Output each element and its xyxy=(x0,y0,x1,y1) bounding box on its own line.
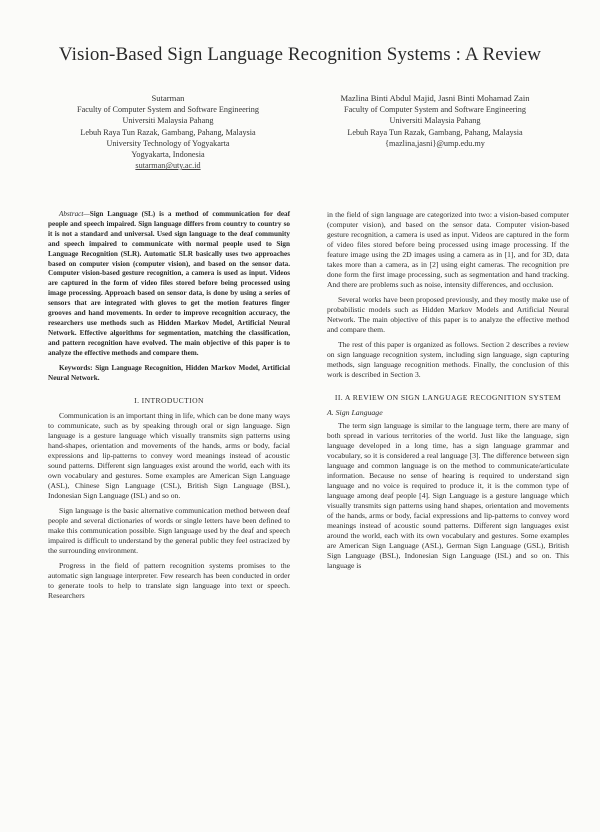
paragraph: Several works have been proposed previously, and they mostly make use of probabilistic models such as Hidden Markov Models and Artificial Neural Network. The main objective of this paper is to analyze the effective method and compare them. xyxy=(327,295,569,334)
paragraph: Communication is an important thing in life, which can be done many ways to communicate, such as by speaking through oral or sign language. Sign language is a gesture language which visually transmits sign patterns using hand-shapes, orientation and movements of the hands, arms or body, facial expressions and lip-patterns to convey word meanings instead of acoustic sound patterns. Different sign languages exist around the world, each with its own vocabulary and gestures. Some examples are American Sign Language (ASL), Chinese Sign Language (CSL), British Sign Language (BSL), Indonesian Sign Language (ISL) and so on. xyxy=(48,411,290,501)
paragraph: in the field of sign language are categorized into two: a vision-based computer (computer vision), and based on the sensor data. Computer vision-based gesture recognition, a camera is used as input. Videos are captured in the form of video files stored before being processed using image processing. If the feature image using the 2D images using a camera as in [1], and for 3D, data takes more than a camera, as in [2] using eight cameras. The recognition pre done form the first image processing, such as segmentation and hand tracking. And there are problems such as noise, intensity differences, and occlusion. xyxy=(327,210,569,289)
left-column xyxy=(48,210,290,601)
keywords xyxy=(48,364,290,384)
paragraph: The rest of this paper is organized as follows. Section 2 describes a review on sign language recognition system, including sign language, sign capturing methods, sign language recognition methods. Finally, the conclusion of this work is described in Section 3. xyxy=(327,340,569,379)
author-block-left xyxy=(38,93,298,171)
abstract-text: Sign Language (SL) is a method of communication for deaf people and speech impaired. Sign language differs from country to country so it is not a standard and universal. Used sign language to the deaf community and speech impaired to communicate with normal people used to Sign Language Recognition (SLR). Automatic SLR basically uses two approaches based on computer vision (computer vision), and based on the sensor data. Computer vision-based gesture recognition, a camera is used as input. Videos are captured in the form of video files stored before being processed using image processing. Approach based on sensor data, is done by using a series of sensors that are integrated with gloves to get the motion features finger grooves and hand movements. In order to improve recognition accuracy, the researchers use methods such as Hidden Markov Model, Artificial Neural Network. Effective algorithms for segmentation, matching the classification, and pattern recognition have evolved. The main objective of this paper is to analyze the effective methods and compare them. xyxy=(48,210,290,357)
section-heading-review: II. A REVIEW ON SIGN LANGUAGE RECOGNITION SYSTEM xyxy=(334,393,562,402)
affiliation-line: Faculty of Computer System and Software Engineering xyxy=(77,105,259,115)
author-email: {mazlina,jasni}@ump.edu.my xyxy=(385,138,485,148)
author-email-link[interactable]: sutarman@uty.ac.id xyxy=(135,161,201,171)
affiliation-line: Faculty of Computer System and Software Engineering xyxy=(344,105,526,115)
affiliation-line: Yogyakarta, Indonesia xyxy=(131,150,205,160)
abstract-label: Abstract— xyxy=(59,210,90,218)
section-heading-introduction: I. INTRODUCTION xyxy=(134,396,204,406)
author-names: Mazlina Binti Abdul Majid, Jasni Binti Mohamad Zain xyxy=(340,93,530,103)
paragraph: The term sign language is similar to the language term, there are many of both spread in various territories of the world. Just like the language, sign language developed in a long time, has a sign language grammar and vocabulary, so it is considered a real language [3]. The difference between sign language and common language is on the method to communicate/articulate information. Because no sense of hearing is required to understand sign language and no voice is required to produce it, it is the common type of language among deaf people [4]. Sign Language is a gesture language which visually transmits sign patterns using hand shapes, orientation and movements of the hands, arms or body, facial expressions and lip-patterns to convey word meanings instead of acoustic sound patterns. Different sign languages exist around the world, each with its own vocabulary and gestures. Some examples are American Sign Language (ASL), German Sign Language (GSL), British Sign Language (BSL), Indonesian Sign Language (ISL) and so on. This language is xyxy=(327,421,569,570)
keywords-text: Sign Language Recognition, Hidden Markov Model, Artificial Neural Network. xyxy=(48,363,290,382)
paper-title: Vision-Based Sign Language Recognition Systems : A Review xyxy=(58,44,542,65)
affiliation-line: Lebuh Raya Tun Razak, Gambang, Pahang, Malaysia xyxy=(80,127,256,137)
right-column xyxy=(327,210,569,571)
subsection-heading-sign-language: A. Sign Language xyxy=(327,408,383,417)
paragraph: Sign language is the basic alternative communication method between deaf people and several dictionaries of words or single letters have been defined to make this communication possible. Sign language used by the deaf and speech impaired is difficult to understand by the general public they feel ostracized by the surrounding environment. xyxy=(48,506,290,556)
affiliation-line: University Technology of Yogyakarta xyxy=(106,138,230,148)
author-block-right xyxy=(300,93,570,149)
affiliation-line: Universiti Malaysia Pahang xyxy=(122,116,214,126)
affiliation-line: Lebuh Raya Tun Razak, Gambang, Pahang, Malaysia xyxy=(347,127,523,137)
keywords-label: Keywords: xyxy=(59,363,93,372)
abstract xyxy=(48,210,290,359)
affiliation-line: Universiti Malaysia Pahang xyxy=(389,116,481,126)
paragraph: Progress in the field of pattern recognition systems promises to the automatic sign language interpreter. Few research has been conducted in order to generate tools to help to translate sign language into text or speech. Researchers xyxy=(48,561,290,601)
author-name: Sutarman xyxy=(151,93,185,103)
